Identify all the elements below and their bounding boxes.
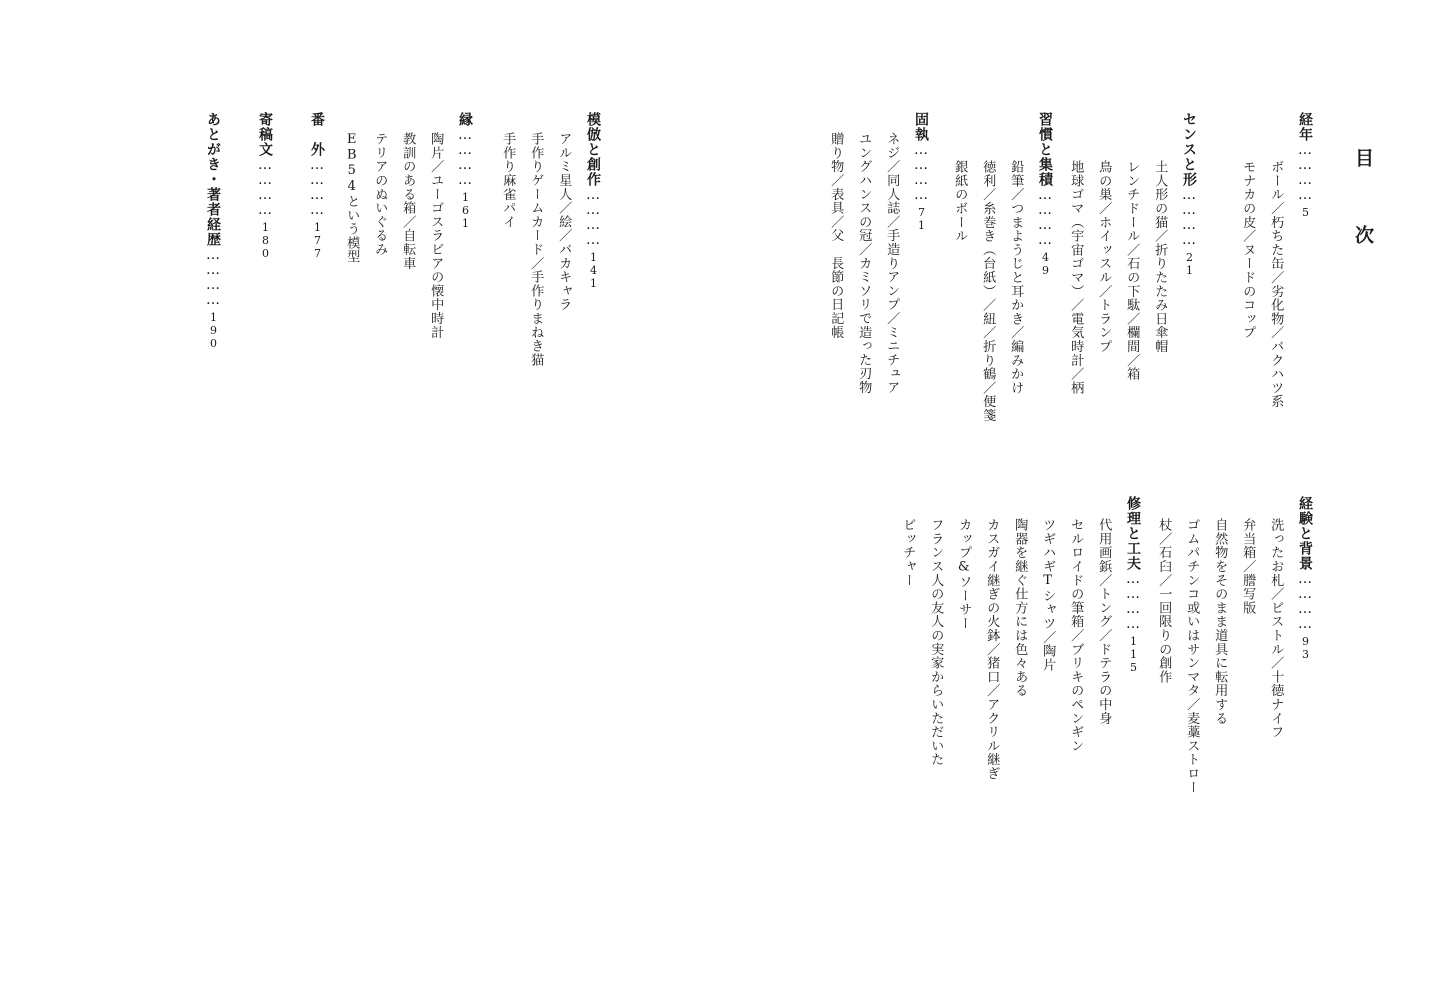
chapter-title: 修理と工夫	[1125, 496, 1141, 571]
chapter-en	[458, 112, 472, 230]
toc-item: ゴムパチンコ或いはサンマタ／麦藁ストロー	[1184, 518, 1200, 794]
page-number: 141	[587, 251, 600, 290]
toc-title: 目 次	[1352, 148, 1374, 262]
leader-dots: …………	[1037, 187, 1053, 247]
toc-item: セルロイドの筆箱／ブリキのペンギン	[1068, 518, 1084, 753]
leader-dots: …………	[1297, 142, 1313, 202]
toc-item: 贈り物／表具／父 長節の日記帳	[828, 132, 844, 339]
toc-item: 手作り麻雀パイ	[500, 132, 516, 229]
page-number: 161	[459, 191, 472, 230]
chapter-atogaki	[206, 112, 220, 350]
chapter-title: 番 外	[309, 112, 325, 157]
leader-dots: …………	[913, 142, 929, 202]
leader-dots: …………	[457, 127, 473, 187]
toc-item: モナカの皮／ヌードのコップ	[1240, 160, 1256, 340]
leader-dots: …………	[309, 157, 325, 217]
page-number: 93	[1299, 635, 1312, 661]
chapter-shuri-to-kufu	[1126, 496, 1140, 674]
leader-dots: …………	[585, 187, 601, 247]
chapter-bangai	[310, 112, 324, 260]
page-number: 49	[1039, 251, 1052, 277]
chapter-shukan-to-shuseki	[1038, 112, 1052, 277]
toc-item: ボール／朽ちた缶／劣化物／バクハツ系	[1268, 160, 1284, 409]
toc-item: カスガイ継ぎの火鉢／猪口／アクリル継ぎ	[984, 518, 1000, 781]
toc-item: ピッチャー	[900, 518, 916, 587]
chapter-title: 寄稿文	[257, 112, 273, 157]
toc-item: 教訓のある箱／自転車	[400, 132, 416, 270]
chapter-title: あとがき・著者経歴	[205, 112, 221, 247]
toc-item: アルミ星人／絵／バカキャラ	[556, 132, 572, 312]
toc-item: 土人形の猫／折りたたみ日傘帽	[1152, 160, 1168, 354]
page-number: 21	[1183, 251, 1196, 277]
chapter-moho-to-sosaku	[586, 112, 600, 290]
leader-dots: …………	[1297, 571, 1313, 631]
chapter-title: センスと形	[1181, 112, 1197, 187]
page-number: 177	[311, 221, 324, 260]
chapter-koshitsu	[914, 112, 928, 232]
toc-item: 徳利／糸巻き（台紙）／紐／折り鶴／便箋	[980, 160, 996, 423]
chapter-title: 習慣と集積	[1037, 112, 1053, 187]
leader-dots: …………	[205, 247, 221, 307]
toc-item: 鳥の巣／ホイッスル／トランプ	[1096, 160, 1112, 354]
page-number: 115	[1127, 635, 1140, 674]
toc-item: 陶片／ユーゴスラビアの懐中時計	[428, 132, 444, 339]
toc-item: 手作りゲームカード／手作りまねき猫	[528, 132, 544, 367]
chapter-title: 経験と背景	[1297, 496, 1313, 571]
toc-item: フランス人の友人の実家からいただいた	[928, 518, 944, 767]
chapter-keiken-to-haikei	[1298, 496, 1312, 661]
toc-item: カップ&ソーサー	[956, 518, 972, 631]
chapter-kikobun	[258, 112, 272, 260]
toc-item: 洗ったお札／ピストル／十徳ナイフ	[1268, 518, 1284, 739]
toc-item: ネジ／同人誌／手造りアンプ／ミニチュア	[884, 132, 900, 395]
toc-item: ユングハンスの冠／カミソリで造った刃物	[856, 132, 872, 395]
toc-item: ツギハギTシャツ／陶片	[1040, 518, 1056, 672]
leader-dots: …………	[257, 157, 273, 217]
toc-item: 代用画鋲／トング／ドテラの中身	[1096, 518, 1112, 725]
page-number: 180	[259, 221, 272, 260]
toc-item: EB54という模型	[344, 132, 360, 264]
toc-item: 銀紙のボール	[952, 160, 968, 243]
toc-item: 杖／石臼／一回限りの創作	[1156, 518, 1172, 684]
leader-dots: …………	[1125, 571, 1141, 631]
toc-item: 陶器を継ぐ仕方には色々ある	[1012, 518, 1028, 698]
toc-item: テリアのぬいぐるみ	[372, 132, 388, 257]
page-number: 71	[915, 206, 928, 232]
chapter-title: 模倣と創作	[585, 112, 601, 187]
toc-item: レンチドール／石の下駄／欄間／箱	[1124, 160, 1140, 381]
chapter-title: 縁	[457, 112, 473, 127]
toc-item: 弁当箱／謄写版	[1240, 518, 1256, 615]
toc-item: 地球ゴマ（宇宙ゴマ）／電気時計／柄	[1068, 160, 1084, 395]
toc-item: 鉛筆／つまようじと耳かき／編みかけ	[1008, 160, 1024, 395]
chapter-keinen	[1298, 112, 1312, 219]
toc-item: 自然物をそのまま道具に転用する	[1212, 518, 1228, 725]
page-number: 190	[207, 311, 220, 350]
chapter-sense-to-katachi	[1182, 112, 1196, 277]
leader-dots: …………	[1181, 187, 1197, 247]
chapter-title: 固執	[913, 112, 929, 142]
chapter-title: 経年	[1297, 112, 1313, 142]
page-number: 5	[1299, 206, 1312, 219]
